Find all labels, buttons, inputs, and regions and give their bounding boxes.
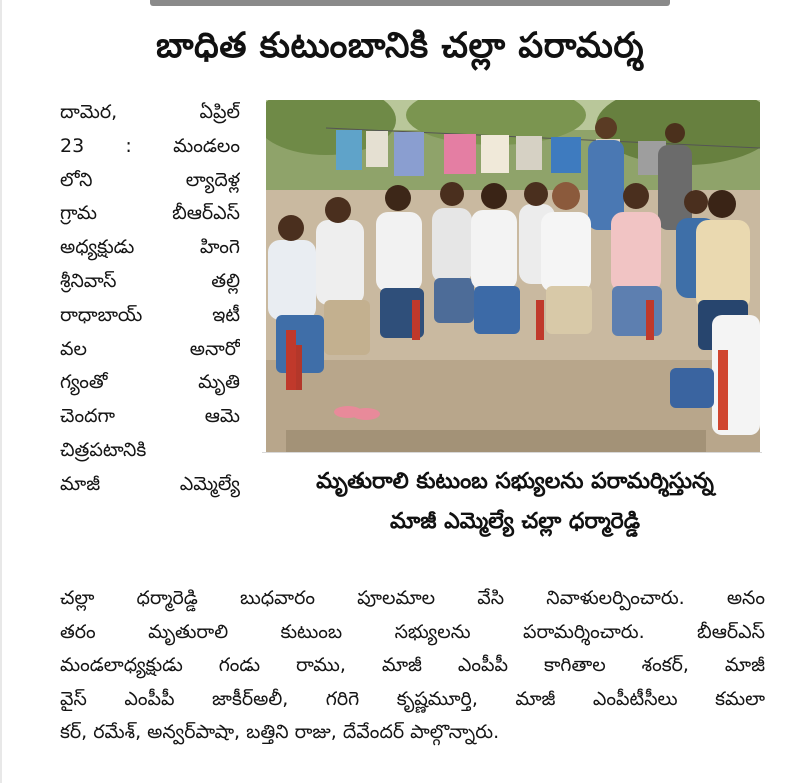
- column-line: చిత్రపటానికి: [60, 438, 147, 461]
- page-edge: [0, 0, 2, 783]
- headline: బాధిత కుటుంబానికి చల్లా పరామర్శ: [155, 26, 645, 66]
- column-line: 23 : మండలం: [60, 134, 240, 157]
- column-line: చెందగా ఆమె: [60, 405, 240, 428]
- column-line: గ్రామ బీఆర్ఎస్: [60, 202, 240, 225]
- column-line: లోని ల్యాదెళ్ల: [60, 168, 240, 191]
- previous-article-cutoff: [150, 0, 670, 6]
- photo-divider: [262, 452, 762, 453]
- news-photo: [266, 100, 760, 452]
- column-line: వల అనారో: [60, 337, 240, 360]
- body-line: కర్, రమేశ్, అన్వర్‌పాషా, బత్తిని రాజు, దేవేందర్ పాల్గొన్నారు.: [60, 721, 500, 744]
- body-line: తరం మృతురాలి కుటుంబ సభ్యులను పరామర్శించారు. బీఆర్ఎస్: [60, 620, 765, 643]
- column-line: గ్యంతో మృతి: [60, 371, 240, 394]
- caption-line: మృతురాలి కుటుంబ సభ్యులను పరామర్శిస్తున్న: [316, 469, 714, 494]
- column-line: దామెర, ఏప్రిల్: [60, 101, 240, 123]
- photo-caption: [260, 462, 770, 542]
- body-line: చల్లా ధర్మారెడ్డి బుధవారం పూలమాల వేసి నివాళులర్పించారు. అనం: [60, 587, 765, 609]
- caption-line: మాజీ ఎమ్మెల్యే చల్లా ధర్మారెడ్డి: [390, 509, 640, 534]
- column-line: మాజీ ఎమ్మెల్యే: [60, 472, 240, 495]
- article-body: [60, 582, 765, 750]
- narrow-text-column: [60, 96, 240, 502]
- photo-illustration: [266, 100, 760, 452]
- column-line: రాధాబాయ్ ఇటీ: [60, 303, 240, 326]
- column-line: శ్రీనివాస్ తల్లి: [60, 269, 240, 292]
- body-line: మండలాధ్యక్షుడు గండు రాము, మాజీ ఎంపీపీ కాగితాల శంకర్, మాజీ: [60, 654, 765, 677]
- body-line: వైస్ ఎంపీపీ జాకీర్అలీ, గరిగె కృష్ణమూర్తి, మాజీ ఎంపీటీసీలు కమలా: [60, 687, 765, 710]
- column-line: అధ్యక్షుడు హింగె: [60, 236, 240, 259]
